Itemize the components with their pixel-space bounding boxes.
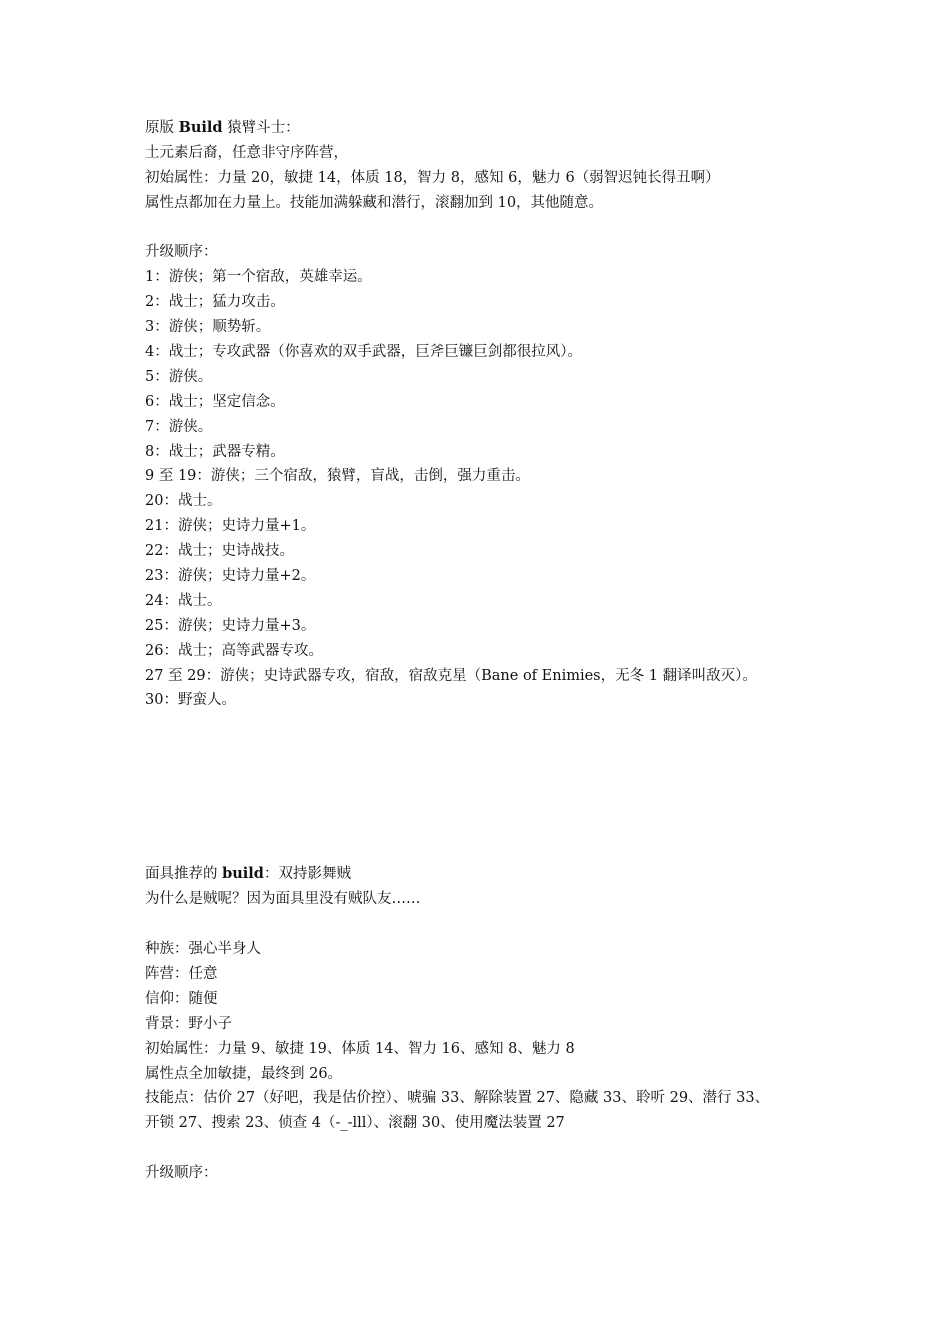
- section2-title-suffix: ：双持影舞贼: [263, 866, 351, 883]
- text-line: 背景：野小子: [145, 1015, 232, 1032]
- blank-line: [145, 1136, 845, 1161]
- section2-title: [145, 862, 845, 887]
- section1-title-suffix: 猿臂斗士：: [222, 120, 300, 136]
- text-line: 初始属性：力量 20，敏捷 14，体质 18，智力 8，感知 6，魅力 6（弱智迟钝长得丑啊）: [145, 169, 720, 186]
- text-line: 属性点都加在力量上。技能加满躲藏和潜行，滚翻加到 10，其他随意。: [145, 194, 604, 211]
- level-item: 20：战士。: [145, 493, 222, 510]
- text-line: 开锁 27、搜索 23、侦查 4（-_-lll）、滚翻 30、使用魔法装置 27: [145, 1115, 565, 1132]
- text-line: 阵营：任意: [145, 965, 218, 982]
- level-item: 22：战士；史诗战技。: [145, 543, 294, 560]
- level-item: 1：游侠；第一个宿敌，英雄幸运。: [145, 269, 372, 286]
- blank-line: [145, 912, 845, 937]
- level-item: 21：游侠；史诗力量+1。: [145, 518, 316, 535]
- section1-title-bold: Build: [178, 119, 223, 136]
- level-item: 26：战士；高等武器专攻。: [145, 642, 323, 659]
- level-item: 25：游侠；史诗力量+3。: [145, 617, 316, 634]
- level-item: 2：战士；猛力攻击。: [145, 294, 285, 311]
- section2-title-bold: build: [222, 865, 264, 883]
- section1-title-prefix: 原版: [145, 120, 179, 136]
- level-item: 27 至 29：游侠；史诗武器专攻，宿敌，宿敌克星（Bane of Enimies，无冬 1 翻译叫敌灭）。: [145, 667, 757, 684]
- document-page: [145, 116, 845, 1186]
- text-line: 土元素后裔，任意非守序阵营，: [145, 144, 348, 161]
- text-line: 属性点全加敏捷，最终到 26。: [145, 1065, 343, 1082]
- level-item: 3：游侠；顺势斩。: [145, 319, 271, 336]
- section1-title: [145, 116, 845, 141]
- levelup-heading: 升级顺序：: [145, 244, 218, 261]
- level-item: 24：战士。: [145, 592, 222, 609]
- text-line: 信仰：随便: [145, 990, 218, 1007]
- level-item: 7：游侠。: [145, 418, 213, 435]
- blank-line: [145, 216, 845, 241]
- level-item: 4：战士；专攻武器（你喜欢的双手武器，巨斧巨镰巨剑都很拉风）。: [145, 344, 582, 361]
- level-item: 30：野蛮人。: [145, 692, 236, 709]
- blank-space: [145, 713, 845, 862]
- section2-title-prefix: 面具推荐的: [145, 866, 223, 883]
- text-line: 技能点：估价 27（好吧，我是估价控）、唬骗 33、解除装置 27、隐藏 33、聆听 29、潜行 33、: [145, 1090, 770, 1107]
- levelup-heading: 升级顺序：: [145, 1165, 218, 1182]
- text-line: 初始属性：力量 9、敏捷 19、体质 14、智力 16、感知 8、魅力 8: [145, 1040, 575, 1057]
- level-item: 6：战士；坚定信念。: [145, 393, 285, 410]
- level-item: 5：游侠。: [145, 368, 213, 385]
- level-item: 9 至 19：游侠；三个宿敌，猿臂，盲战，击倒，强力重击。: [145, 468, 530, 485]
- text-line: 种族：强心半身人: [145, 941, 261, 958]
- level-item: 23：游侠；史诗力量+2。: [145, 568, 316, 585]
- section2-subtitle: 为什么是贼呢？因为面具里没有贼队友……: [145, 891, 421, 908]
- level-item: 8：战士；武器专精。: [145, 443, 285, 460]
